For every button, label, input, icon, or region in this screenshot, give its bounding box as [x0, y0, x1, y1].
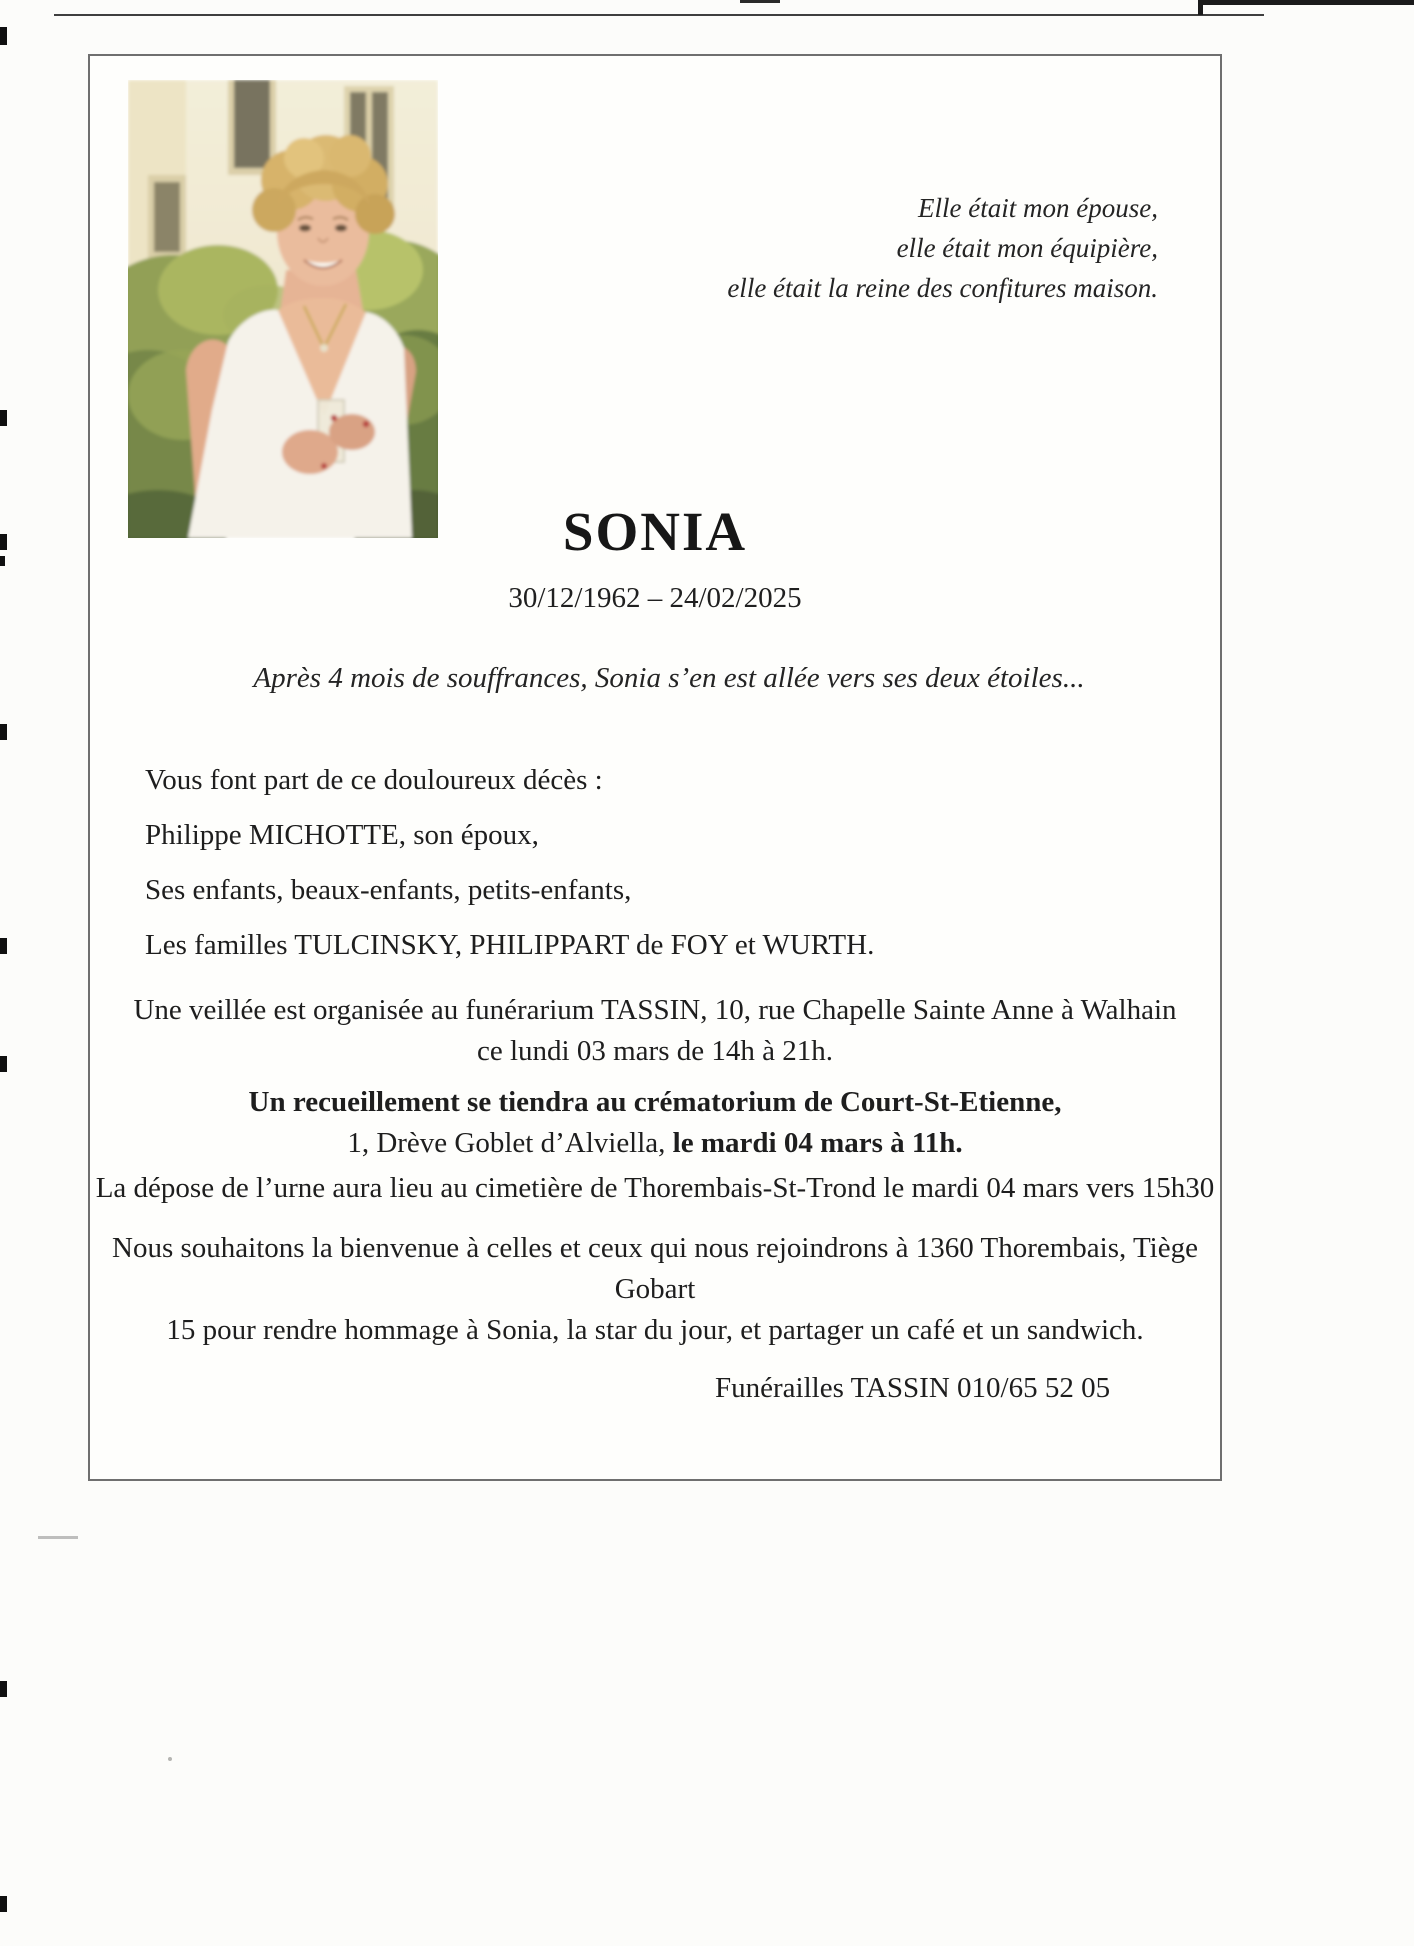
gathering-datetime: le mardi 04 mars à 11h. [672, 1127, 963, 1159]
scan-mark-artifact [740, 0, 780, 3]
scan-mark-artifact [1198, 0, 1414, 5]
life-dates: 30/12/1962 – 24/02/2025 [508, 582, 802, 614]
scan-line-artifact [54, 14, 1264, 16]
epitaph-line: elle était mon équipière, [896, 233, 1158, 263]
vigil-line: ce lundi 03 mars de 14h à 21h. [477, 1035, 833, 1067]
scan-mark-artifact [0, 410, 7, 426]
family-line: Ses enfants, beaux-enfants, petits-enfants, [145, 874, 632, 906]
scan-mark-artifact [168, 1757, 172, 1761]
scan-mark-artifact [0, 1896, 7, 1912]
gathering-announcement [90, 1082, 1220, 1164]
epitaph-line: elle était la reine des confitures maison. [727, 273, 1158, 303]
funeral-home-contact: Funérailles TASSIN 010/65 52 05 [715, 1372, 1111, 1404]
epitaph [727, 188, 1158, 308]
deceased-name: SONIA [562, 501, 748, 562]
scan-mark-artifact [1198, 0, 1203, 15]
announcement-intro: Vous font part de ce douloureux décès : [145, 764, 603, 796]
portrait-photo [128, 80, 438, 538]
urn-announcement: La dépose de l’urne aura lieu au cimetière de Thorembais-St-Trond le mardi 04 mars vers 15h30 [95, 1172, 1215, 1204]
scan-mark-artifact [0, 534, 7, 550]
scan-mark-artifact [38, 1536, 78, 1539]
vigil-announcement [90, 990, 1220, 1072]
tribute-line: Après 4 mois de souffrances, Sonia s’en est allée vers ses deux étoiles... [253, 662, 1085, 694]
epitaph-line: Elle était mon épouse, [918, 193, 1158, 223]
scan-mark-artifact [0, 1681, 7, 1697]
scan-mark-artifact [0, 1056, 7, 1072]
scan-mark-artifact [0, 938, 7, 954]
family-line: Philippe MICHOTTE, son époux, [145, 819, 539, 851]
scan-mark-artifact [0, 27, 7, 45]
scan-mark-artifact [0, 724, 7, 740]
gathering-line [90, 1123, 1220, 1164]
vigil-line: Une veillée est organisée au funérarium TASSIN, 10, rue Chapelle Sainte Anne à Walhain [133, 994, 1177, 1026]
welcome-announcement [90, 1228, 1220, 1351]
welcome-line: 15 pour rendre hommage à Sonia, la star du jour, et partager un café et un sandwich. [166, 1314, 1144, 1346]
scan-mark-artifact [0, 556, 5, 566]
welcome-line: Nous souhaitons la bienvenue à celles et ceux qui nous rejoindrons à 1360 Thorembais, Tiège Gobart [112, 1232, 1198, 1305]
family-line: Les familles TULCINSKY, PHILIPPART de FOY et WURTH. [145, 929, 875, 961]
gathering-line: Un recueillement se tiendra au crématorium de Court-St-Etienne, [248, 1086, 1062, 1118]
mourning-card [88, 54, 1222, 1481]
gathering-address: 1, Drève Goblet d’Alviella, [347, 1127, 673, 1159]
